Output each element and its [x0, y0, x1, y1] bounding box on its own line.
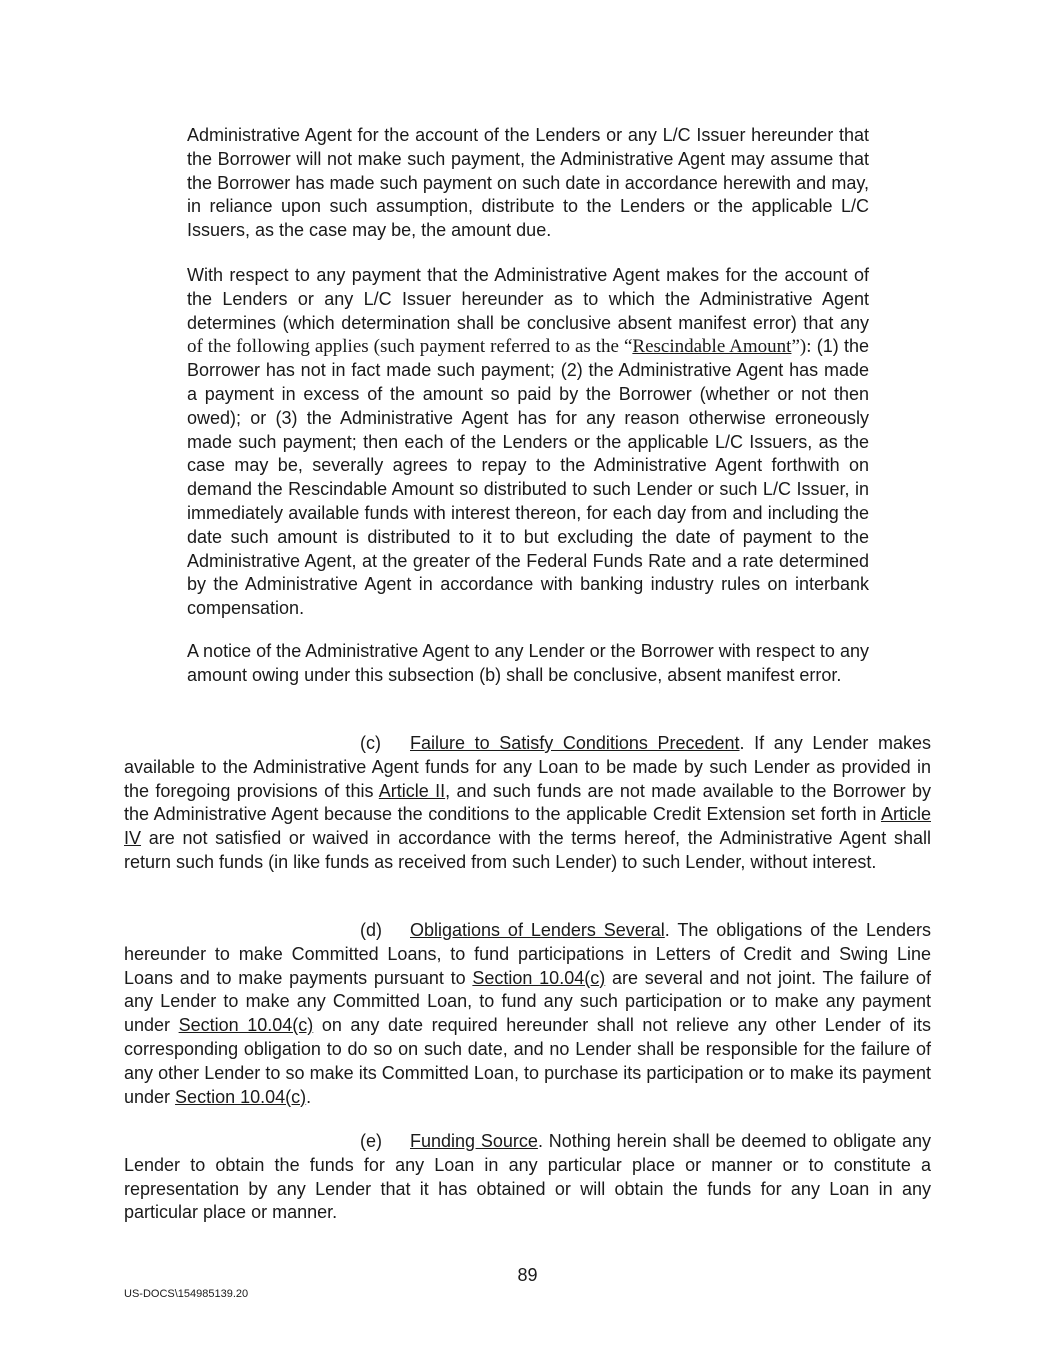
section-heading: Obligations of Lenders Several: [410, 920, 665, 940]
section-text: are not satisfied or waived in accordance with the terms hereof, the Administrative Agent shall return such funds (in like funds as received from such Lender) to such Lender, without interest.: [124, 828, 931, 872]
section-text: . If any Lender makes available to the Administrative Agent funds for any Loan to be made by such Lender as provided in the foregoing provisions of this: [124, 733, 931, 801]
document-id: US-DOCS\154985139.20: [124, 1288, 249, 1300]
paragraph-continuation: Administrative Agent for the account of the Lenders or any L/C Issuer hereunder that the Borrower will not make such payment, the Administrative Agent may assume that the Borrower has made such payment on such date in accordance herewith and may, in reliance upon such assumption, distribute to the Lenders or the applicable L/C Issuers, as the case may be, the amount due.: [187, 125, 869, 241]
section-c: [124, 732, 931, 875]
section-number: (e): [360, 1131, 382, 1151]
section-d: [124, 919, 931, 1109]
cross-reference-article-iv: Article IV: [124, 804, 931, 849]
paragraph-text: of the following applies (such payment referred to as the “: [187, 336, 633, 358]
paragraph-text-serif: [187, 336, 812, 357]
section-text: .: [306, 1086, 312, 1107]
section-heading: Failure to Satisfy Conditions Precedent: [410, 733, 740, 753]
paragraph-text: ”):: [791, 336, 812, 358]
cross-reference-article-ii: Article II: [378, 780, 446, 801]
section-number: (c): [360, 733, 381, 753]
section-text: on any date required hereunder shall not relieve any other Lender of its corresponding obligation to do so on such date, and no Lender shall be responsible for the failure of any other Lender to so make its Committed Loan, to purchase its participation or to make its payment under: [124, 1015, 931, 1107]
defined-term-rescindable-amount: Rescindable Amount: [632, 336, 792, 358]
page-number: 89: [517, 1265, 538, 1285]
section-text: . Nothing herein shall be deemed to obligate any Lender to obtain the funds for any Loan in any particular place or manner or to constitute a representation by any Lender that it has obtained or will obtain the funds for any Loan in any particular place or manner.: [124, 1131, 931, 1223]
paragraph-notice: A notice of the Administrative Agent to any Lender or the Borrower with respect to any amount owing under this subsection (b) shall be conclusive, absent manifest error.: [187, 641, 869, 685]
cross-reference-section: Section 10.04(c): [178, 1015, 314, 1036]
section-heading: Funding Source: [410, 1131, 538, 1151]
paragraph-rescindable-amount: [187, 264, 869, 621]
section-text: , and such funds are not made available to the Borrower by the Administrative Agent because the conditions to the applicable Credit Extension set forth in: [124, 780, 932, 825]
section-text: . The obligations of the Lenders hereunder to make Committed Loans, to fund participations in Letters of Credit and Swing Line Loans and to make payments pursuant to: [124, 920, 931, 988]
paragraph-text: With respect to any payment that the Administrative Agent makes for the account of the Lenders or any L/C Issuer hereunder as to which the Administrative Agent determines (which determination shall be conclusive absent manifest error) that any: [187, 265, 869, 333]
section-text: are several and not joint. The failure of any Lender to make any Committed Loan, to fund any such participation or to make any payment under: [124, 967, 931, 1036]
paragraph-text: (1) the Borrower has not in fact made such payment; (2) the Administrative Agent has made a payment in excess of the amount so paid by the Borrower (whether or not then owed); or (3) the Administrative Agent has for any reason otherwise erroneously made such payment; then each of the Lenders or the applicable L/C Issuers, as the case may be, severally agrees to repay to the Administrative Agent forthwith on demand the Rescindable Amount so distributed to such Lender or such L/C Issuer, in immediately available funds with interest thereon, for each day from and including the date such amount is distributed to it to but excluding the date of payment to the Administrative Agent, at the greater of the Federal Funds Rate and a rate determined by the Administrative Agent in accordance with banking industry rules on interbank compensation.: [187, 336, 869, 619]
section-number: (d): [360, 920, 382, 940]
section-e: [124, 1130, 931, 1225]
cross-reference-section: Section 10.04(c): [472, 967, 606, 988]
cross-reference-section: Section 10.04(c): [175, 1086, 307, 1107]
